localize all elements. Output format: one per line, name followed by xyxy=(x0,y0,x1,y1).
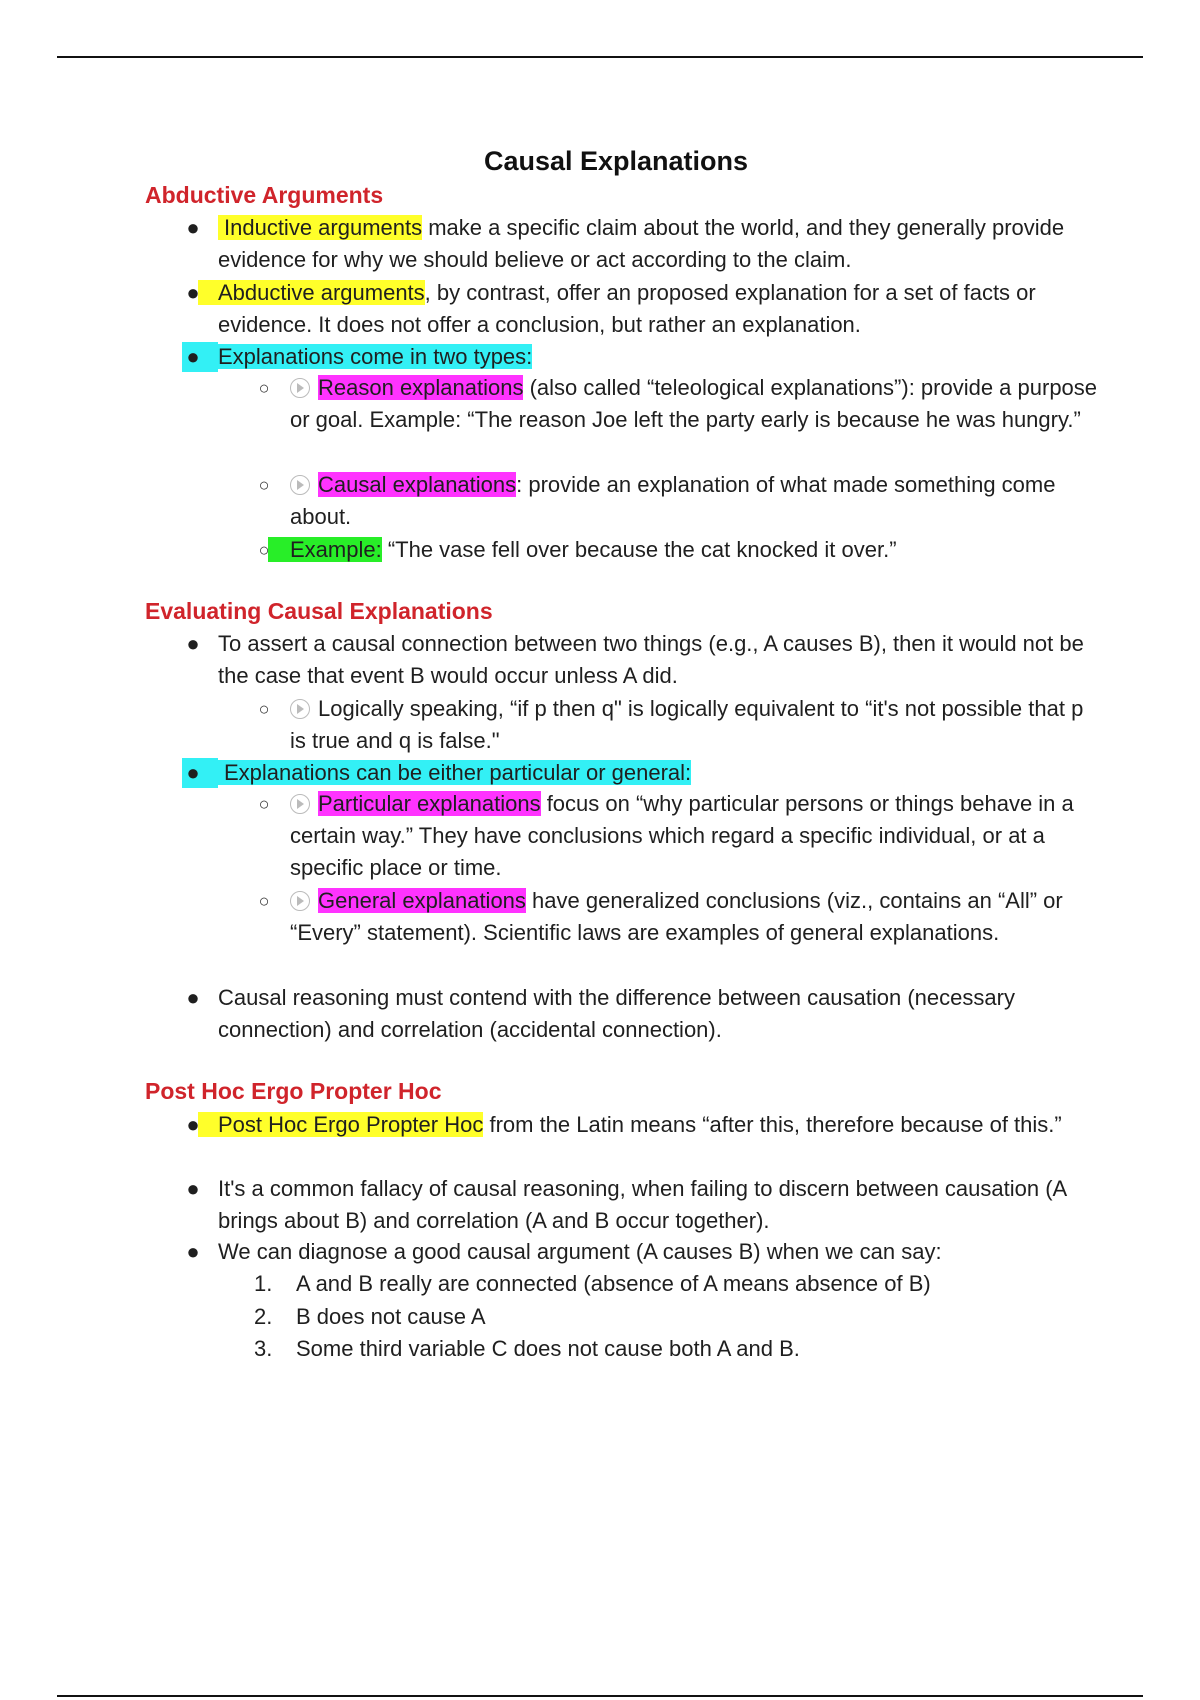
circle-bullet-icon: ○ xyxy=(258,794,270,814)
highlight-term: Explanations can be either particular or general: xyxy=(218,760,691,785)
bullet-icon: ● xyxy=(186,344,200,369)
sub-list-item xyxy=(258,469,1100,533)
sub-list-item xyxy=(258,885,1100,949)
list-item xyxy=(186,628,1098,692)
list-item-text: Causal reasoning must contend with the difference between causation (necessary connection) and correlation (accidental connection). xyxy=(218,985,1015,1042)
bullet-icon: ● xyxy=(186,215,200,240)
play-icon xyxy=(290,699,310,719)
bullet-icon: ● xyxy=(186,1239,200,1264)
list-item xyxy=(186,212,1098,276)
bullet-icon: ● xyxy=(186,760,200,785)
bullet-icon: ● xyxy=(186,985,200,1010)
list-item-text: B does not cause A xyxy=(296,1304,486,1329)
heading-evaluating: Evaluating Causal Explanations xyxy=(145,598,493,624)
list-item-text: Some third variable C does not cause both A and B. xyxy=(296,1336,800,1361)
list-item-text: A and B really are connected (absence of A means absence of B) xyxy=(296,1271,931,1296)
highlight-term: General explanations xyxy=(318,888,526,913)
circle-bullet-icon: ○ xyxy=(258,699,270,719)
highlight-term: Particular explanations xyxy=(318,791,541,816)
sub-list-item xyxy=(258,693,1100,757)
list-item-text: Logically speaking, “if p then q" is logically equivalent to “it's not possible that p is true and q is false." xyxy=(290,696,1084,753)
list-item xyxy=(186,341,1098,373)
highlight-term: Causal explanations xyxy=(318,472,517,497)
bottom-rule xyxy=(57,1695,1143,1697)
circle-bullet-icon: ○ xyxy=(258,475,270,495)
circle-bullet-icon: ○ xyxy=(258,540,270,560)
play-icon xyxy=(290,378,310,398)
list-item-text: “The vase fell over because the cat knocked it over.” xyxy=(381,537,897,562)
list-item-text: : provide an explanation of what made something come about. xyxy=(290,472,1056,529)
list-item-text: It's a common fallacy of causal reasoning, when failing to discern between causation (A brings about B) and correlation (A and B occur together). xyxy=(218,1176,1066,1233)
list-item xyxy=(186,1109,1098,1141)
list-item xyxy=(186,1173,1098,1237)
sub-list-item xyxy=(258,534,1100,566)
highlight-term: Example: xyxy=(268,537,382,562)
circle-bullet-icon: ○ xyxy=(258,378,270,398)
bullet-icon: ● xyxy=(186,1112,200,1137)
bullet-icon: ● xyxy=(186,280,200,305)
bullet-icon: ● xyxy=(186,1176,200,1201)
highlight-term: Post Hoc Ergo Propter Hoc xyxy=(198,1112,483,1137)
page-title: Causal Explanations xyxy=(483,146,749,176)
play-icon xyxy=(290,891,310,911)
list-item-text: We can diagnose a good causal argument (A causes B) when we can say: xyxy=(218,1239,942,1264)
list-item-text: from the Latin means “after this, therefore because of this.” xyxy=(483,1112,1062,1137)
heading-abductive: Abductive Arguments xyxy=(145,182,384,208)
list-item xyxy=(186,982,1098,1046)
list-number: 2. xyxy=(254,1304,273,1329)
list-item-text: , by contrast, offer an proposed explanation for a set of facts or evidence. It does not offer a conclusion, but rather an explanation. xyxy=(218,280,1036,337)
circle-bullet-icon: ○ xyxy=(258,891,270,911)
list-item-text: To assert a causal connection between two things (e.g., A causes B), then it would not be the case that event B would occur unless A did. xyxy=(218,631,1084,688)
numbered-item xyxy=(254,1268,1096,1300)
numbered-item xyxy=(254,1301,1096,1333)
top-rule xyxy=(57,56,1143,58)
list-item-text: focus on “why particular persons or things behave in a certain way.” They have conclusions which regard a specific individual, or at a specific place or time. xyxy=(290,791,1074,880)
list-item-text: have generalized conclusions (viz., contains an “All” or “Every” statement). Scientific laws are examples of general explanations. xyxy=(290,888,1063,945)
list-item xyxy=(186,277,1098,341)
list-item xyxy=(186,757,1098,789)
list-number: 3. xyxy=(254,1336,273,1361)
list-item-text: (also called “teleological explanations”): provide a purpose or goal. Example: “The reason Joe left the party early is because he was hungry.” xyxy=(290,375,1098,432)
sub-list-item xyxy=(258,372,1100,436)
play-icon xyxy=(290,794,310,814)
list-number: 1. xyxy=(254,1271,273,1296)
highlight-term: Explanations come in two types: xyxy=(218,344,533,369)
list-item xyxy=(186,1236,1098,1268)
sub-list-item xyxy=(258,788,1100,884)
highlight-term: Inductive arguments xyxy=(218,215,422,240)
highlight-term: Reason explanations xyxy=(318,375,524,400)
numbered-item xyxy=(254,1333,1096,1365)
heading-posthoc: Post Hoc Ergo Propter Hoc xyxy=(145,1078,442,1104)
highlight-term: Abductive arguments xyxy=(198,280,425,305)
bullet-icon: ● xyxy=(186,631,200,656)
play-icon xyxy=(290,475,310,495)
list-item-text: make a specific claim about the world, and they generally provide evidence for why we should believe or act according to the claim. xyxy=(218,215,1065,272)
